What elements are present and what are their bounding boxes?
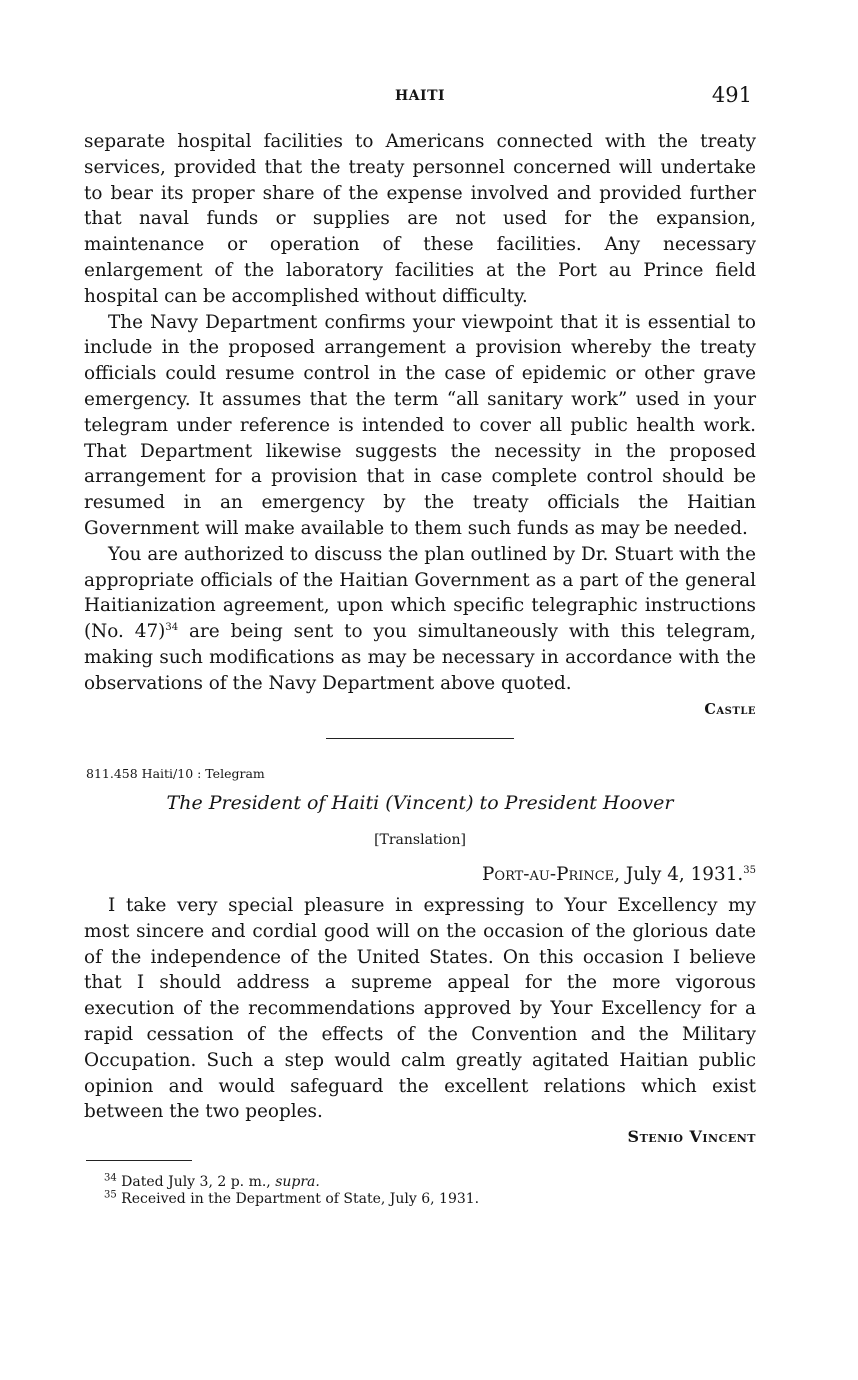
document-title: The President of Haiti (Vincent) to President Hoover [166,792,674,814]
footnotes [104,1174,479,1208]
footnote-divider [86,1160,192,1161]
telegram-body [84,129,756,697]
dateline-date: , July 4, 1931. [614,864,744,885]
dateline [482,864,756,885]
footnote-34 [104,1174,479,1191]
dateline-place: Port-au-Prince [482,864,615,885]
letter-body [84,893,756,1125]
footnote-35 [104,1191,479,1208]
file-reference: 811.458 Haiti/10 : Telegram [86,766,265,781]
footnote-number: 34 [104,1172,117,1184]
paragraph-1: separate hospital facilities to Americans connected with the treaty services, provided that the treaty personnel concerned will undertake to bear its proper share of the expense involved and provided further that naval funds or supplies are not used for the expansion, maintenance or operation of these facilities. Any necessary enlargement of the laboratory facilities at the Port au Prince field hospital can be accomplished without difficulty. [84,131,756,307]
footnote-text: Received in the Department of State, July 6, 1931. [116,1191,480,1207]
paragraph-3 [84,542,756,697]
translation-note: [Translation] [374,832,466,848]
running-header [84,84,756,110]
footnote-text: Dated July 3, 2 p. m., [116,1174,276,1190]
footnote-italic: supra. [275,1174,320,1190]
paragraph-3-text-b: are being sent to you simultaneously with this telegram, making such modifications as may be necessary in accordance with the observations of the Navy Department above quoted. [84,621,756,694]
page-number: 491 [711,83,752,107]
paragraph-2: The Navy Department confirms your viewpoint that it is essential to include in the proposed arrangement a provision whereby the treaty officials could resume control in the case of epidemic or other grave emergency. It assumes that the term “all sanitary work” used in your telegram under reference is intended to cover all public health work. That Department likewise suggests the necessity in the proposed arrangement for a provision that in case complete control should be resumed in an emergency by the treaty officials the Haitian Government will make available to them such funds as may be needed. [84,311,756,539]
footnote-number: 35 [104,1189,117,1201]
signature-castle: Castle [704,701,756,718]
letter-paragraph: I take very special pleasure in expressing to Your Excellency my most sincere and cordial good will on the occasion of the glorious date of the independence of the United States. On this occasion I believe that I should address a supreme appeal for the more vigorous execution of the recommendations approved by Your Excellency for a rapid cessation of the effects of the Convention and the Military Occupation. Such a step would calm greatly agitated Haitian public opinion and would safeguard the excellent relations which exist between the two peoples. [84,895,756,1123]
signature-vincent: Stenio Vincent [627,1127,756,1146]
footnote-ref-34: 34 [165,622,179,634]
footnote-ref-35: 35 [743,864,756,876]
section-divider [326,738,514,739]
running-title: HAITI [394,88,446,104]
paragraph-3-text-a: You are authorized to discuss the plan outlined by Dr. Stuart with the appropriate officials of the Haitian Government as a part of the general Haitianization agreement, upon which specific telegraphic instructions (No. 47) [84,543,756,643]
